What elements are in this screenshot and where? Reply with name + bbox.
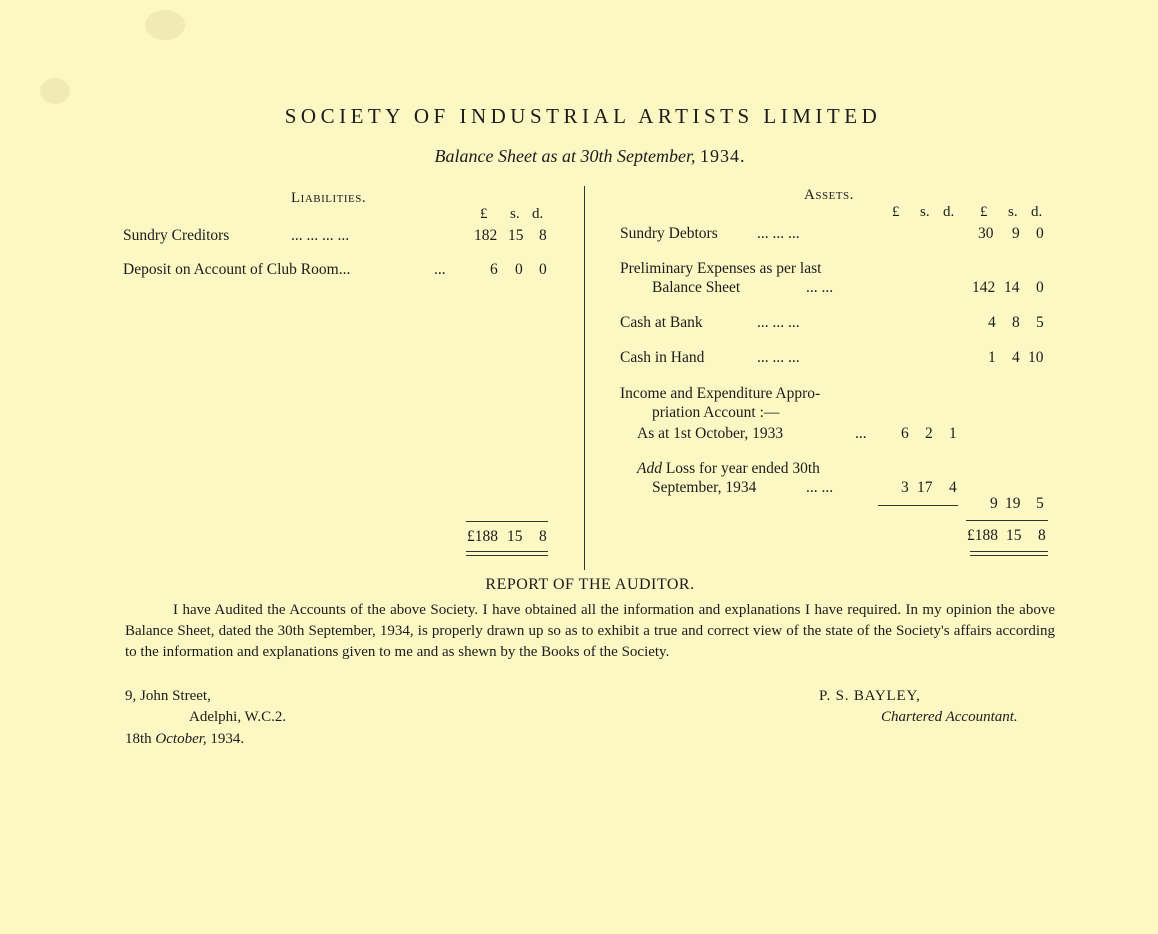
asset-total-pounds: £188 <box>967 527 998 544</box>
asset-pence: 10 <box>1028 349 1044 366</box>
asset-net-pounds: 9 <box>990 495 998 512</box>
liab-total-pence: 8 <box>539 528 547 545</box>
liab-total-rule <box>466 521 548 522</box>
liab-label-sundry-creditors: Sundry Creditors <box>123 227 230 244</box>
liab-pounds: 6 <box>490 261 498 278</box>
assets-heading: Assets. <box>804 187 854 203</box>
column-divider <box>584 186 585 570</box>
asset-shillings: 8 <box>1012 314 1020 331</box>
signatory-title: Chartered Accountant. <box>881 709 1018 725</box>
asset-inner-pounds: 3 <box>901 479 909 496</box>
liab-total-pounds: £188 <box>467 528 498 545</box>
asset-pence: 0 <box>1036 225 1044 242</box>
asset-dots: ... <box>855 425 867 442</box>
date-day: 18th <box>125 731 152 747</box>
asset-inner-pence: 4 <box>949 479 957 496</box>
asset-dots: ... ... <box>806 479 834 496</box>
asset-pounds: 1 <box>988 349 996 366</box>
asset-pence: 0 <box>1036 279 1044 296</box>
asset-label-sundry-debtors: Sundry Debtors <box>620 225 718 242</box>
liab-unit-pence: d. <box>532 206 544 222</box>
asset-dots: ... ... ... <box>757 349 800 366</box>
liab-total-shillings: 15 <box>507 528 523 545</box>
asset-inner-pounds: 6 <box>901 425 909 442</box>
liab-shillings: 0 <box>515 261 523 278</box>
add-italic: Add <box>637 460 662 477</box>
asset-shillings: 14 <box>1004 279 1020 296</box>
asset-net-shillings: 19 <box>1005 495 1021 512</box>
report-paragraph-text: I have Audited the Accounts of the above Society. I have obtained all the information and explanations I have required. In my opinion the above Balance Sheet, dated the 30th September, 1934, is properly drawn up so as to exhibit a true and correct view of the state of the Society's affairs according to the information and explanations given to me and as shewn by the Books of the Society. <box>125 602 1055 660</box>
liab-unit-pound: £ <box>480 206 488 222</box>
asset-label-cash-at-bank: Cash at Bank <box>620 314 703 331</box>
document-subtitle <box>0 146 1158 167</box>
asset-label-preliminary-line2: Balance Sheet <box>652 279 741 296</box>
asset-inner-pence: 1 <box>949 425 957 442</box>
liab-shillings: 15 <box>508 227 524 244</box>
liab-pence: 0 <box>539 261 547 278</box>
asset-total-rule <box>966 520 1048 521</box>
assets-inner-unit-pence: d. <box>943 204 955 220</box>
liab-pence: 8 <box>539 227 547 244</box>
paper-stain <box>145 10 185 40</box>
add-loss-text: Loss for year ended 30th <box>661 460 820 477</box>
liab-pounds: 182 <box>474 227 498 244</box>
asset-label-cash-in-hand: Cash in Hand <box>620 349 705 366</box>
signatory-name: P. S. BAYLEY, <box>819 688 921 704</box>
document-title: SOCIETY OF INDUSTRIAL ARTISTS LIMITED <box>284 104 882 128</box>
asset-label-as-at: As at 1st October, 1933 <box>637 425 784 442</box>
asset-label-appropriation-line1: Income and Expenditure Appro- <box>620 385 821 402</box>
date-month: October, <box>155 731 207 747</box>
asset-total-double-rule <box>970 551 1048 556</box>
asset-pounds: 30 <box>978 225 994 242</box>
asset-total-pence: 8 <box>1038 527 1046 544</box>
asset-dots: ... ... ... <box>757 225 800 242</box>
report-paragraph <box>125 600 1055 663</box>
asset-inner-shillings: 17 <box>917 479 933 496</box>
asset-dots: ... ... <box>806 279 834 296</box>
asset-inner-shillings: 2 <box>925 425 933 442</box>
address-line1: 9, John Street, <box>125 688 211 704</box>
asset-total-shillings: 15 <box>1006 527 1022 544</box>
asset-shillings: 9 <box>1012 225 1020 242</box>
asset-pence: 5 <box>1036 314 1044 331</box>
assets-inner-unit-shilling: s. <box>920 204 930 220</box>
asset-label-add-loss-line1 <box>637 460 820 478</box>
address-line2: Adelphi, W.C.2. <box>189 709 287 725</box>
liab-dots: ... ... ... ... <box>291 227 350 244</box>
asset-label-preliminary-line1: Preliminary Expenses as per last <box>620 260 822 277</box>
assets-outer-unit-shilling: s. <box>1008 204 1018 220</box>
subtitle-text: Balance Sheet as at 30th September, <box>434 146 696 166</box>
asset-net-pence: 5 <box>1036 495 1044 512</box>
liab-unit-shilling: s. <box>510 206 520 222</box>
liabilities-heading: Liabilities. <box>291 190 367 206</box>
liab-dots: ... <box>434 261 446 278</box>
paper-stain <box>40 78 70 104</box>
asset-inner-rule <box>878 505 958 506</box>
report-date <box>125 731 244 748</box>
assets-inner-unit-pound: £ <box>892 204 900 220</box>
asset-label-add-loss-line2: September, 1934 <box>652 479 757 496</box>
subtitle-year: 1934. <box>699 146 746 166</box>
date-year: 1934. <box>210 731 245 747</box>
asset-pounds: 4 <box>988 314 996 331</box>
asset-shillings: 4 <box>1012 349 1020 366</box>
asset-dots: ... ... ... <box>757 314 800 331</box>
asset-label-appropriation-line2: priation Account :— <box>652 404 780 421</box>
report-title: REPORT OF THE AUDITOR. <box>485 576 695 593</box>
liab-total-double-rule <box>466 551 548 556</box>
assets-outer-unit-pence: d. <box>1031 204 1043 220</box>
asset-pounds: 142 <box>972 279 996 296</box>
liab-label-deposit: Deposit on Account of Club Room... <box>123 261 351 278</box>
assets-outer-unit-pound: £ <box>980 204 988 220</box>
